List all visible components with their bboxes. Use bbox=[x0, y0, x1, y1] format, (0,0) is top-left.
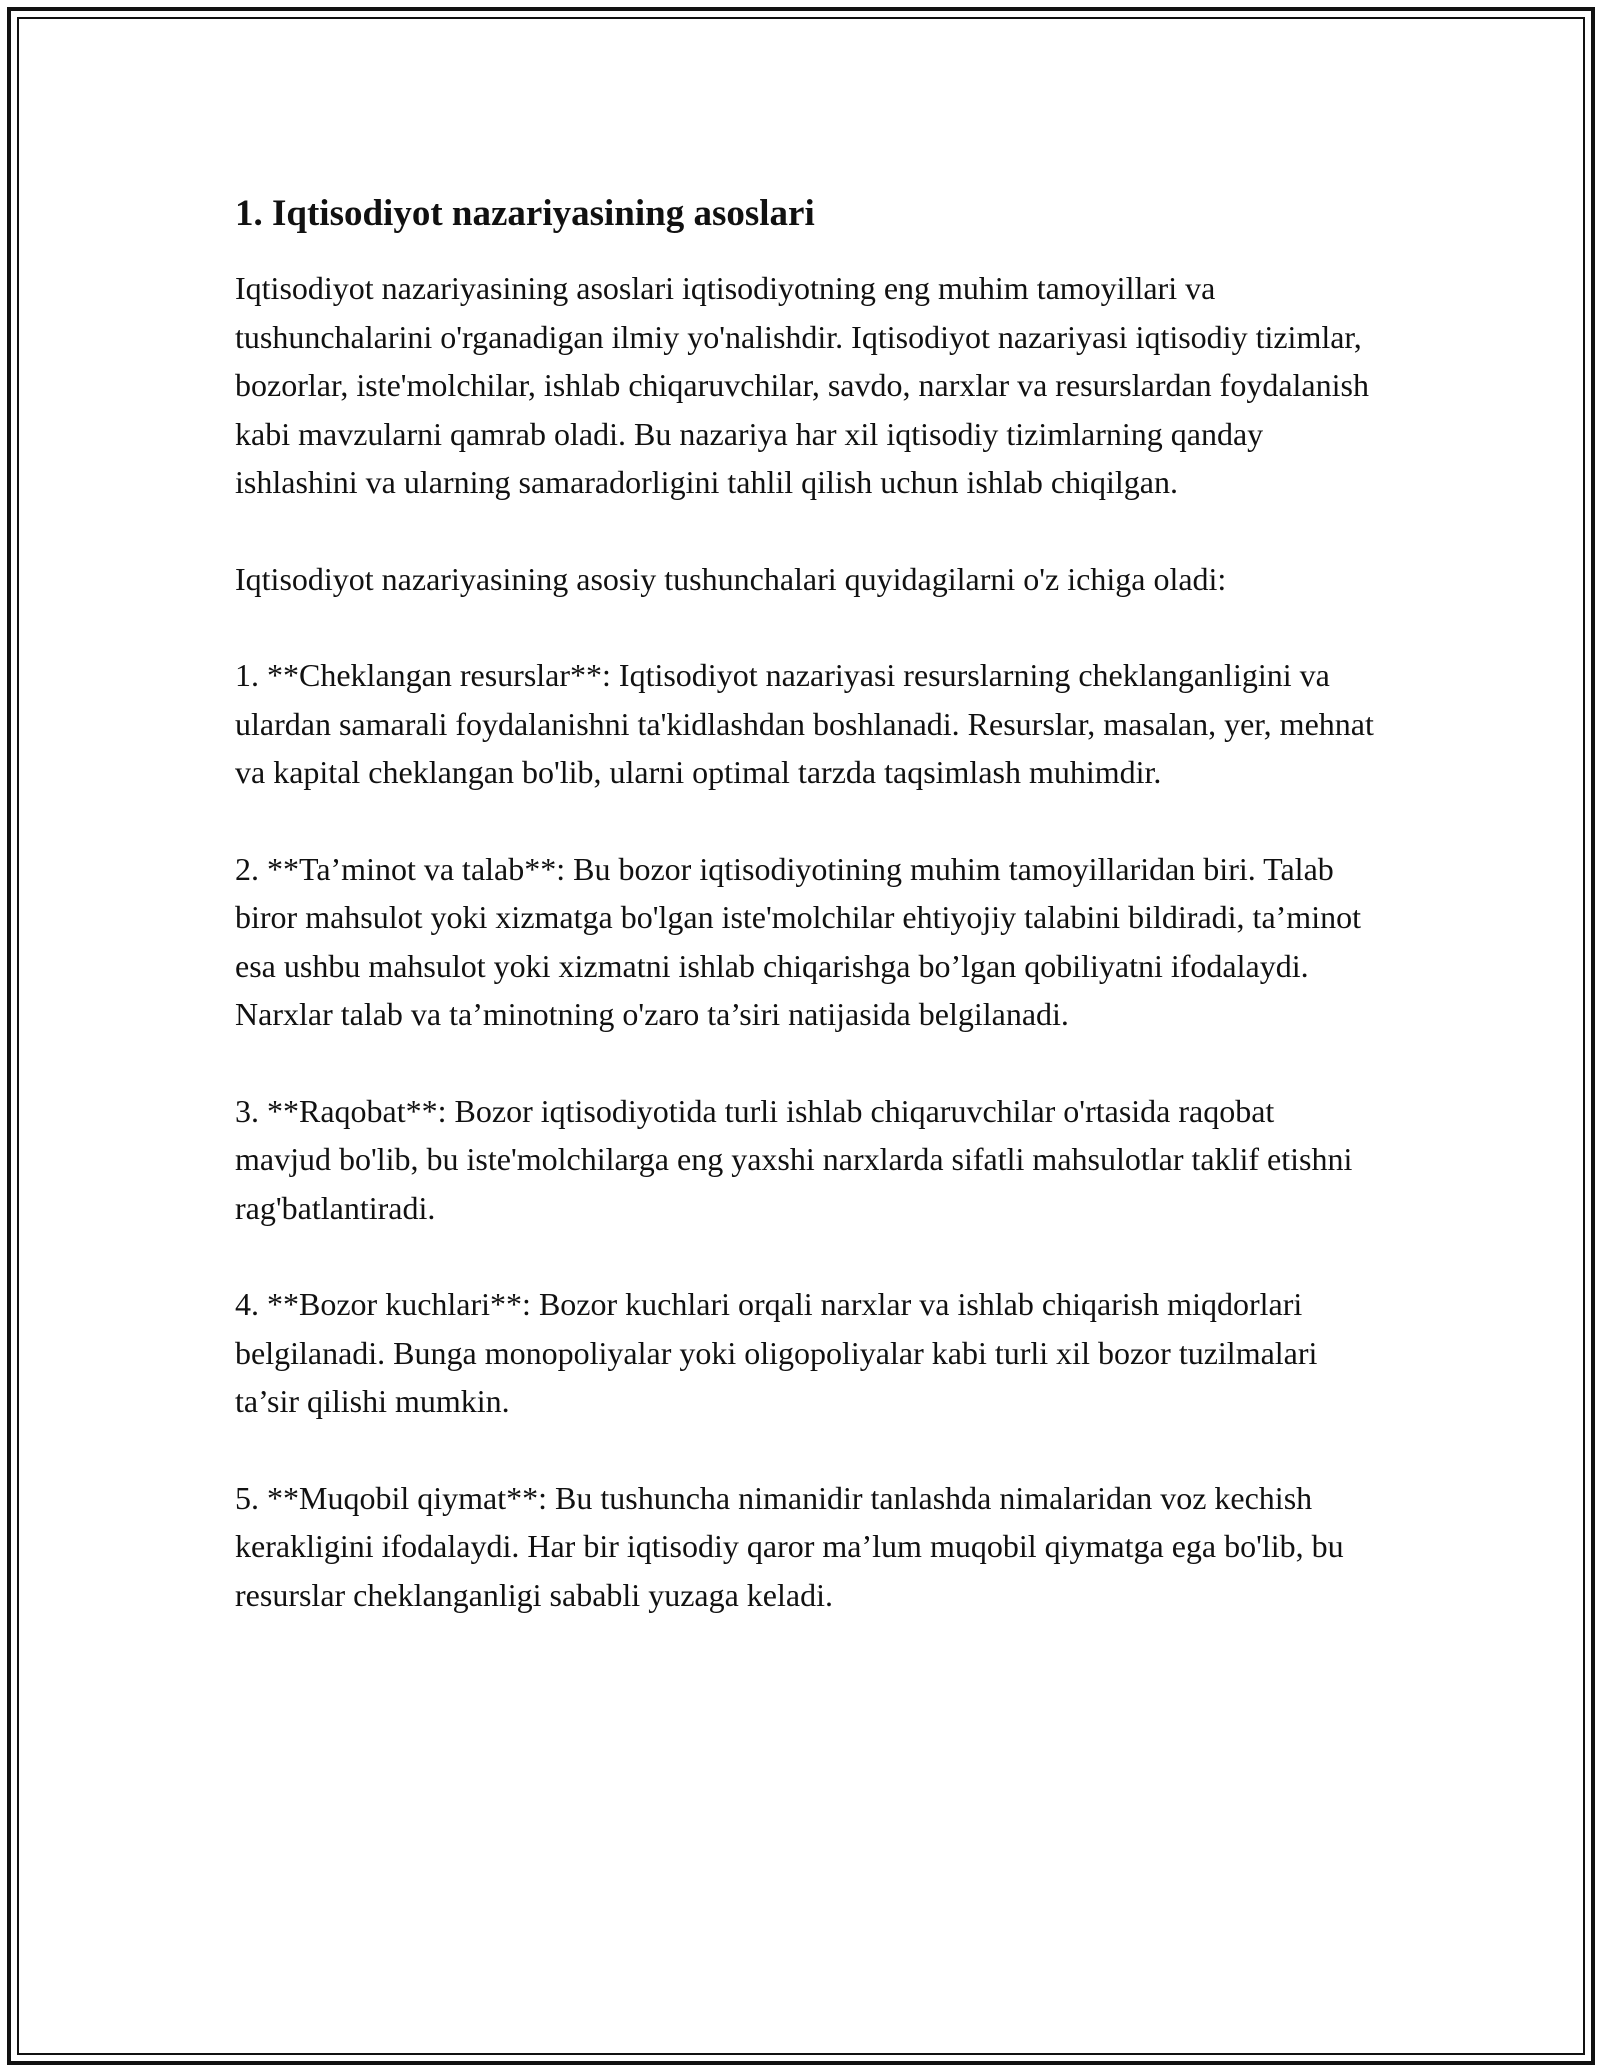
document-body bbox=[235, 186, 1375, 1667]
list-item-taminot-va-talab: 2. **Ta’minot va talab**: Bu bozor iqtisodiyotining muhim tamoyillaridan biri. Talab biror mahsulot yoki xizmatga bo'lgan iste'molchilar ehtiyojiy talabini bildiradi, ta’minot esa ushbu mahsulot yoki xizmatni ishlab chiqarishga bo’lgan qobiliyatni ifodalaydi. Narxlar talab va ta’minotning o'zaro ta’siri natijasida belgilanadi. bbox=[235, 850, 1361, 1032]
section-heading: 1. Iqtisodiyot nazariyasining asoslari bbox=[235, 193, 815, 234]
list-item-raqobat: 3. **Raqobat**: Bozor iqtisodiyotida turli ishlab chiqaruvchilar o'rtasida raqobat mavjud bo'lib, bu iste'molchilarga eng yaxshi narxlarda sifatli mahsulotlar taklif etishni rag'batlantiradi. bbox=[235, 1092, 1353, 1226]
list-item-bozor-kuchlari: 4. **Bozor kuchlari**: Bozor kuchlari orqali narxlar va ishlab chiqarish miqdorlari belgilanadi. Bunga monopoliyalar yoki oligopoliyalar kabi turli xil bozor tuzilmalari ta’sir qilishi mumkin. bbox=[235, 1286, 1318, 1419]
intro-paragraph: Iqtisodiyot nazariyasining asoslari iqtisodiyotning eng muhim tamoyillari va tushunchalarini o'rganadigan ilmiy yo'nalishdir. Iqtisodiyot nazariyasi iqtisodiy tizimlar, bozorlar, iste'molchilar, ishlab chiqaruvchilar, savdo, narxlar va resurslardan foydalanish kabi mavzularni qamrab oladi. Bu nazariya har xil iqtisodiy tizimlarning qanday ishlashini va ularning samaradorligini tahlil qilish uchun ishlab chiqilgan. bbox=[235, 270, 1369, 500]
list-item-muqobil-qiymat: 5. **Muqobil qiymat**: Bu tushuncha nimanidir tanlashda nimalaridan voz kechish kerakligini ifodalaydi. Har bir iqtisodiy qaror ma’lum muqobil qiymatga ega bo'lib, bu resurslar cheklanganligi sababli yuzaga keladi. bbox=[235, 1479, 1344, 1613]
list-item-cheklangan-resurslar: 1. **Cheklangan resurslar**: Iqtisodiyot nazariyasi resurslarning cheklanganligini va ulardan samarali foydalanishni ta'kidlashdan boshlanadi. Resurslar, masalan, yer, mehnat va kapital cheklangan bo'lib, ularni optimal tarzda taqsimlash muhimdir. bbox=[235, 657, 1374, 790]
lead-paragraph: Iqtisodiyot nazariyasining asosiy tushunchalari quyidagilarni o'z ichiga oladi: bbox=[235, 560, 1227, 597]
